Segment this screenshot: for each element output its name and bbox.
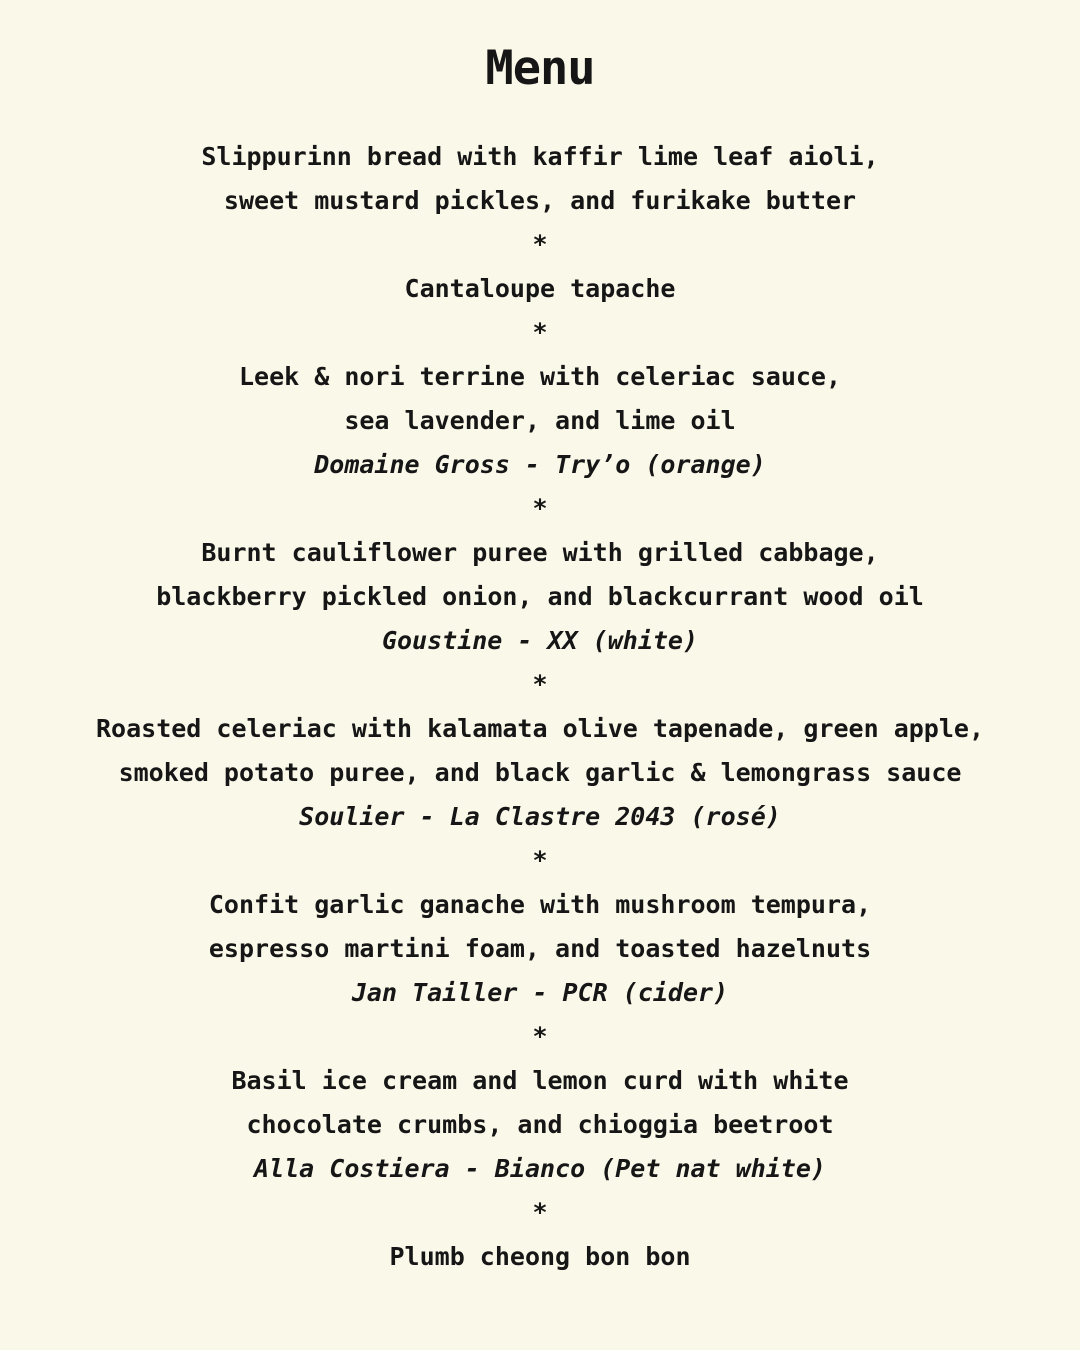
course-separator: * xyxy=(532,1022,548,1051)
course-separator: * xyxy=(532,1198,548,1227)
course-separator: * xyxy=(532,494,548,523)
dish-line: Slippurinn bread with kaffir lime leaf aioli, xyxy=(201,142,879,171)
course-separator: * xyxy=(532,230,548,259)
dish-line: sea lavender, and lime oil xyxy=(344,406,736,435)
course-separator: * xyxy=(532,318,548,347)
wine-pairing: Alla Costiera - Bianco (Pet nat white) xyxy=(254,1154,826,1183)
dish-line: Leek & nori terrine with celeriac sauce, xyxy=(238,362,842,391)
dish-line: chocolate crumbs, and chioggia beetroot xyxy=(246,1110,834,1139)
dish-line: espresso martini foam, and toasted hazelnuts xyxy=(208,934,872,963)
dish-line: Basil ice cream and lemon curd with white xyxy=(231,1066,849,1095)
course-list xyxy=(0,135,1080,1279)
wine-pairing: Jan Tailler - PCR (cider) xyxy=(351,978,729,1007)
dish-line: smoked potato puree, and black garlic & lemongrass sauce xyxy=(118,758,962,787)
wine-pairing: Domaine Gross - Try’o (orange) xyxy=(314,450,766,479)
dish-line: Burnt cauliflower puree with grilled cabbage, xyxy=(201,538,879,567)
menu-title: Menu xyxy=(485,41,595,96)
dish-line: sweet mustard pickles, and furikake butter xyxy=(223,186,857,215)
dish-line: Roasted celeriac with kalamata olive tapenade, green apple, xyxy=(95,714,985,743)
wine-pairing: Soulier - La Clastre 2043 (rosé) xyxy=(299,802,781,831)
dish-line: Confit garlic ganache with mushroom tempura, xyxy=(208,890,872,919)
dish-line: Cantaloupe tapache xyxy=(404,274,676,303)
course-separator: * xyxy=(532,846,548,875)
wine-pairing: Goustine - XX (white) xyxy=(381,626,699,655)
dish-line: blackberry pickled onion, and blackcurrant wood oil xyxy=(156,582,924,611)
course-separator: * xyxy=(532,670,548,699)
dish-line: Plumb cheong bon bon xyxy=(389,1242,691,1271)
